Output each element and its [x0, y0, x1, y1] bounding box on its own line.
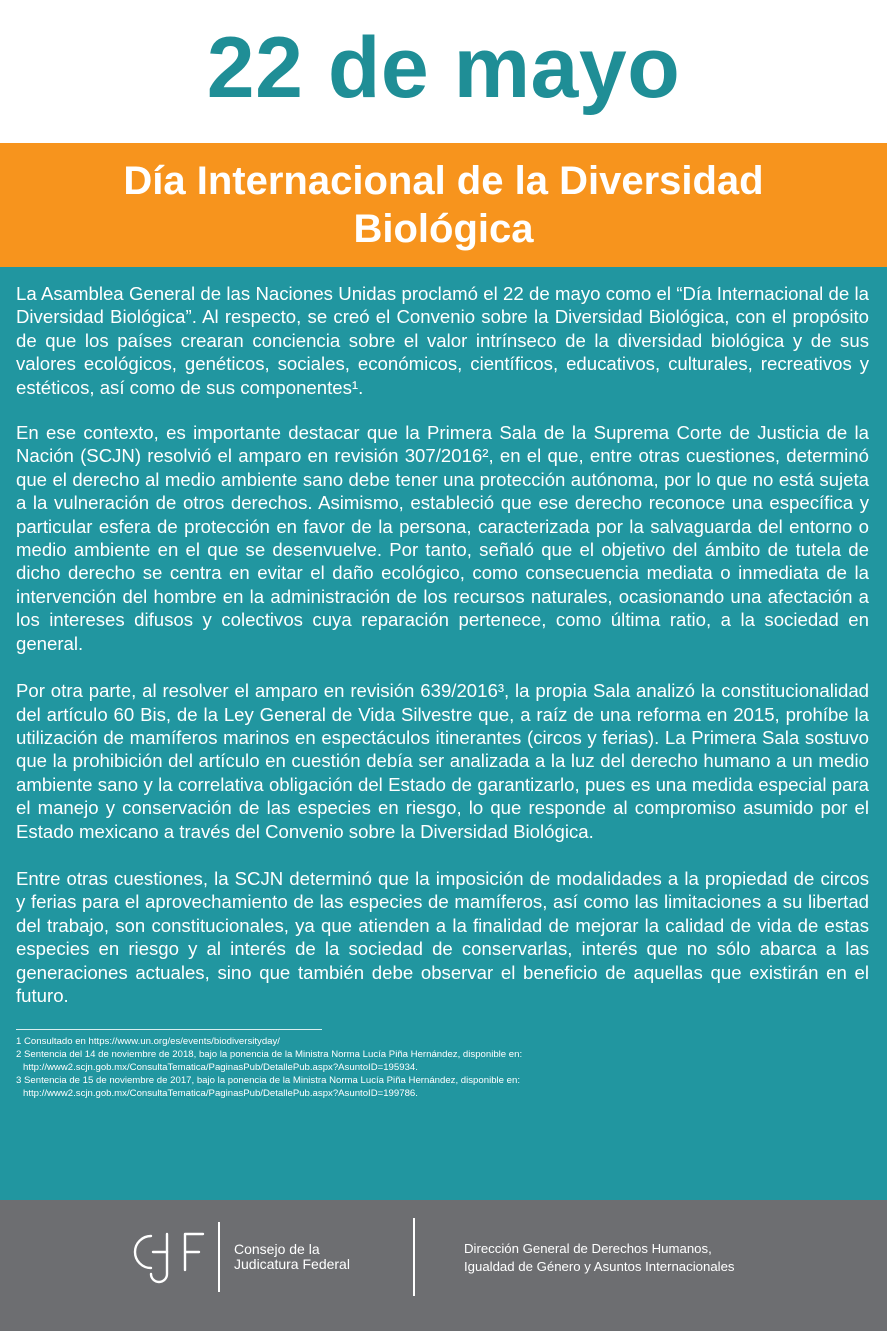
footnote-1 — [16, 1035, 869, 1048]
date-title: 22 de mayo — [206, 19, 681, 116]
cjf-logo-icon — [127, 1220, 213, 1288]
department-line-2: Igualdad de Género y Asuntos Internacionales — [464, 1259, 735, 1274]
paragraph-2: En ese contexto, es importante destacar que la Primera Sala de la Suprema Corte de Justicia de la Nación (SCJN) resolvió el amparo en revisión 307/2016², en el que, entre otras cuestiones, determinó que el derecho al medio ambiente sano debe tener una protección autónoma, por lo que no está sujeta a la vulneración de otros derechos. Asimismo, estableció que ese derecho reconoce una específica y particular esfera de protección en favor de la persona, caracterizada por la salvaguarda del entorno o medio ambiente en el que se desenvuelve. Por tanto, señaló que el objetivo del ámbito de tutela de dicho derecho se centra en evitar el daño ecológico, como consecuencia mediata o inmediata de la intervención del hombre en la administración de los recursos naturales, ocasionando una afectación a los intereses difusos y colectivos cuya reparación pertenece, como última ratio, a la sociedad en general. — [16, 422, 869, 654]
org-name-line-2: Judicatura Federal — [234, 1256, 350, 1272]
footnote-1-text: 1 Consultado en https://www.un.org/es/events/biodiversityday/ — [16, 1036, 280, 1048]
footnote-2-url: http://www2.scjn.gob.mx/ConsultaTematica/PaginasPub/DetallePub.aspx?AsuntoID=195934. — [23, 1062, 418, 1074]
footnote-3-url: http://www2.scjn.gob.mx/ConsultaTematica/PaginasPub/DetallePub.aspx?AsuntoID=199786. — [23, 1088, 418, 1100]
page-title: Día Internacional de la Diversidad Biológica — [123, 159, 764, 251]
footer — [0, 1200, 887, 1331]
footer-divider — [413, 1218, 415, 1296]
paragraph-3: Por otra parte, al resolver el amparo en revisión 639/2016³, la propia Sala analizó la constitucionalidad del artículo 60 Bis, de la Ley General de Vida Silvestre que, a raíz de una reforma en 2015, prohíbe la utilización de mamíferos marinos en espectáculos itinerantes (circos y ferias). La Primera Sala sostuvo que la prohibición del artículo en cuestión debía ser analizada a la luz del derecho humano a un medio ambiente sano y la correlativa obligación del Estado de garantizarlo, pues es una medida especial para el manejo y conservación de las especies en riesgo, lo que responde al compromiso asumido por el Estado mexicano a través del Convenio sobre la Diversidad Biológica. — [16, 680, 869, 842]
org-name-line-1: Consejo de la — [234, 1241, 320, 1257]
paragraph-1: La Asamblea General de las Naciones Unidas proclamó el 22 de mayo como el “Día Internacional de la Diversidad Biológica”. Al respecto, se creó el Convenio sobre la Diversidad Biológica, con el propósito de que los países crearan conciencia sobre el valor intrínseco de la diversidad biológica y de sus valores ecológicos, genéticos, sociales, económicos, científicos, educativos, culturales, recreativos y estéticos, así como de sus componentes¹. — [16, 283, 869, 398]
logo-divider — [218, 1222, 220, 1292]
footnote-3-text: 3 Sentencia de 15 de noviembre de 2017, bajo la ponencia de la Ministra Norma Lucía Piña Hernández, disponible en: — [16, 1075, 520, 1087]
paragraph-4: Entre otras cuestiones, la SCJN determinó que la imposición de modalidades a la propiedad de circos y ferias para el aprovechamiento de las especies de mamíferos, así como las limitaciones a su libertad del trabajo, son constitucionales, ya que atienden a la finalidad de mejorar la calidad de vida de estas especies en riesgo y al interés de la sociedad de conservarlas, interés que no sólo abarca a las generaciones actuales, sino que también debe observar el beneficio de aquellas que existirán en el futuro. — [16, 867, 869, 1006]
footnote-2-text: 2 Sentencia del 14 de noviembre de 2018, bajo la ponencia de la Ministra Norma Lucía Piña Hernández, disponible en: — [16, 1049, 523, 1061]
title-band — [0, 143, 887, 267]
department-line-1: Dirección General de Derechos Humanos, — [464, 1241, 712, 1256]
department-name — [464, 1240, 735, 1276]
date-header — [0, 0, 887, 143]
footnote-divider — [16, 1029, 322, 1030]
footnote-3 — [16, 1074, 869, 1100]
footnote-2 — [16, 1048, 869, 1074]
org-name — [234, 1242, 350, 1272]
body-content — [0, 267, 887, 1200]
